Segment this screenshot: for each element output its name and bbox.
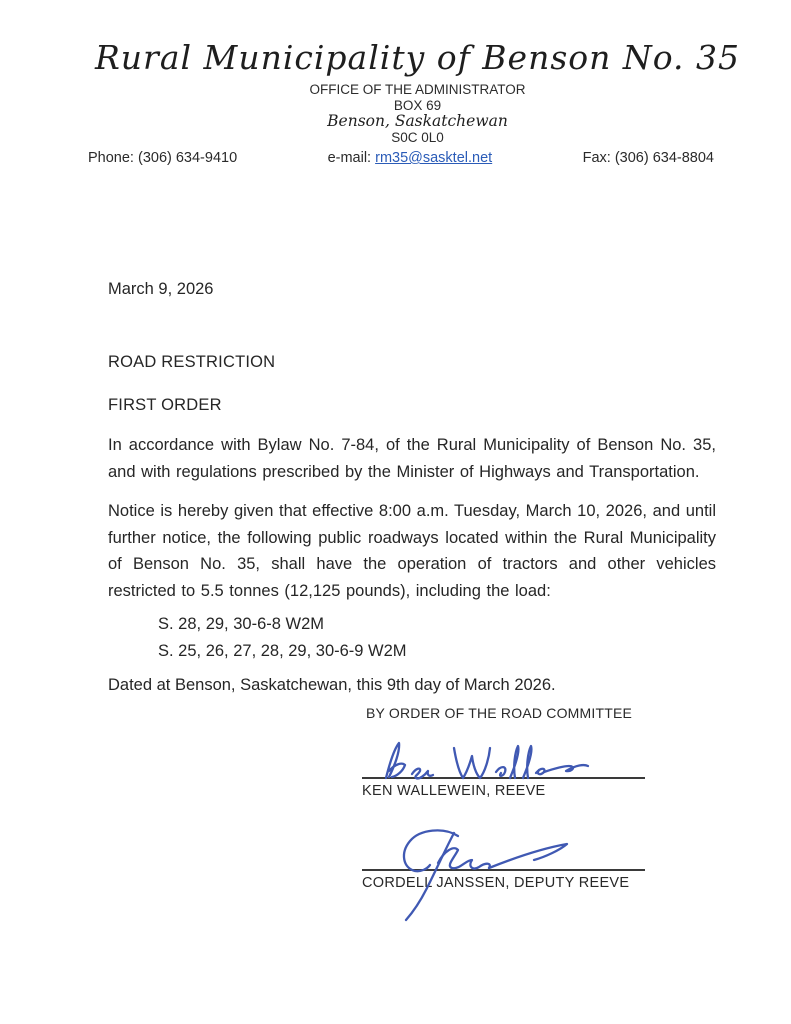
road-list xyxy=(158,611,407,665)
paragraph-bylaw: In accordance with Bylaw No. 7-84, of the Rural Municipality of Benson No. 35, and with regulations prescribed by the Minister of Highways and Transportation. xyxy=(108,436,716,481)
letterhead xyxy=(0,38,791,146)
signature-block-reeve xyxy=(362,736,645,799)
city-line: Benson, Saskatchewan xyxy=(327,112,508,130)
road-list-item: S. 25, 26, 27, 28, 29, 30-6-9 W2M xyxy=(158,642,407,660)
office-line: OFFICE OF THE ADMINISTRATOR xyxy=(309,82,526,97)
road-list-item: S. 28, 29, 30-6-8 W2M xyxy=(158,615,324,633)
email-line xyxy=(328,150,493,166)
email-link[interactable]: rm35@sasktel.net xyxy=(375,150,493,166)
fax-number: Fax: (306) 634-8804 xyxy=(582,150,714,166)
dated-line: Dated at Benson, Saskatchewan, this 9th day of March 2026. xyxy=(108,676,556,694)
subject-heading: ROAD RESTRICTION xyxy=(108,353,276,371)
signature-ken-wallewein-icon xyxy=(362,736,645,780)
paragraph-notice: Notice is hereby given that effective 8:00 a.m. Tuesday, March 10, 2026, and until further notice, the following public roadways located within the Rural Municipality of Benson No. 35, shall have the operation of tractors and other vehicles restricted to 5.5 tonnes (12,125 pounds), including the load: xyxy=(108,502,716,600)
by-order-line: BY ORDER OF THE ROAD COMMITTEE xyxy=(366,705,633,721)
municipality-title: Rural Municipality of Benson No. 35 xyxy=(94,38,741,77)
postal-code: S0C 0L0 xyxy=(391,130,444,145)
signature-cordell-janssen-icon xyxy=(362,828,645,872)
phone-number: Phone: (306) 634-9410 xyxy=(88,150,238,166)
letter-date: March 9, 2026 xyxy=(108,280,214,298)
signer-name-reeve: KEN WALLEWEIN, REEVE xyxy=(362,783,546,799)
email-label: e-mail: xyxy=(327,150,376,166)
order-heading: FIRST ORDER xyxy=(108,396,222,414)
signer-name-deputy-reeve: CORDELL JANSSEN, DEPUTY REEVE xyxy=(362,875,630,891)
contact-row xyxy=(88,150,714,166)
box-line: BOX 69 xyxy=(393,98,442,113)
signature-block-deputy-reeve xyxy=(362,828,645,891)
